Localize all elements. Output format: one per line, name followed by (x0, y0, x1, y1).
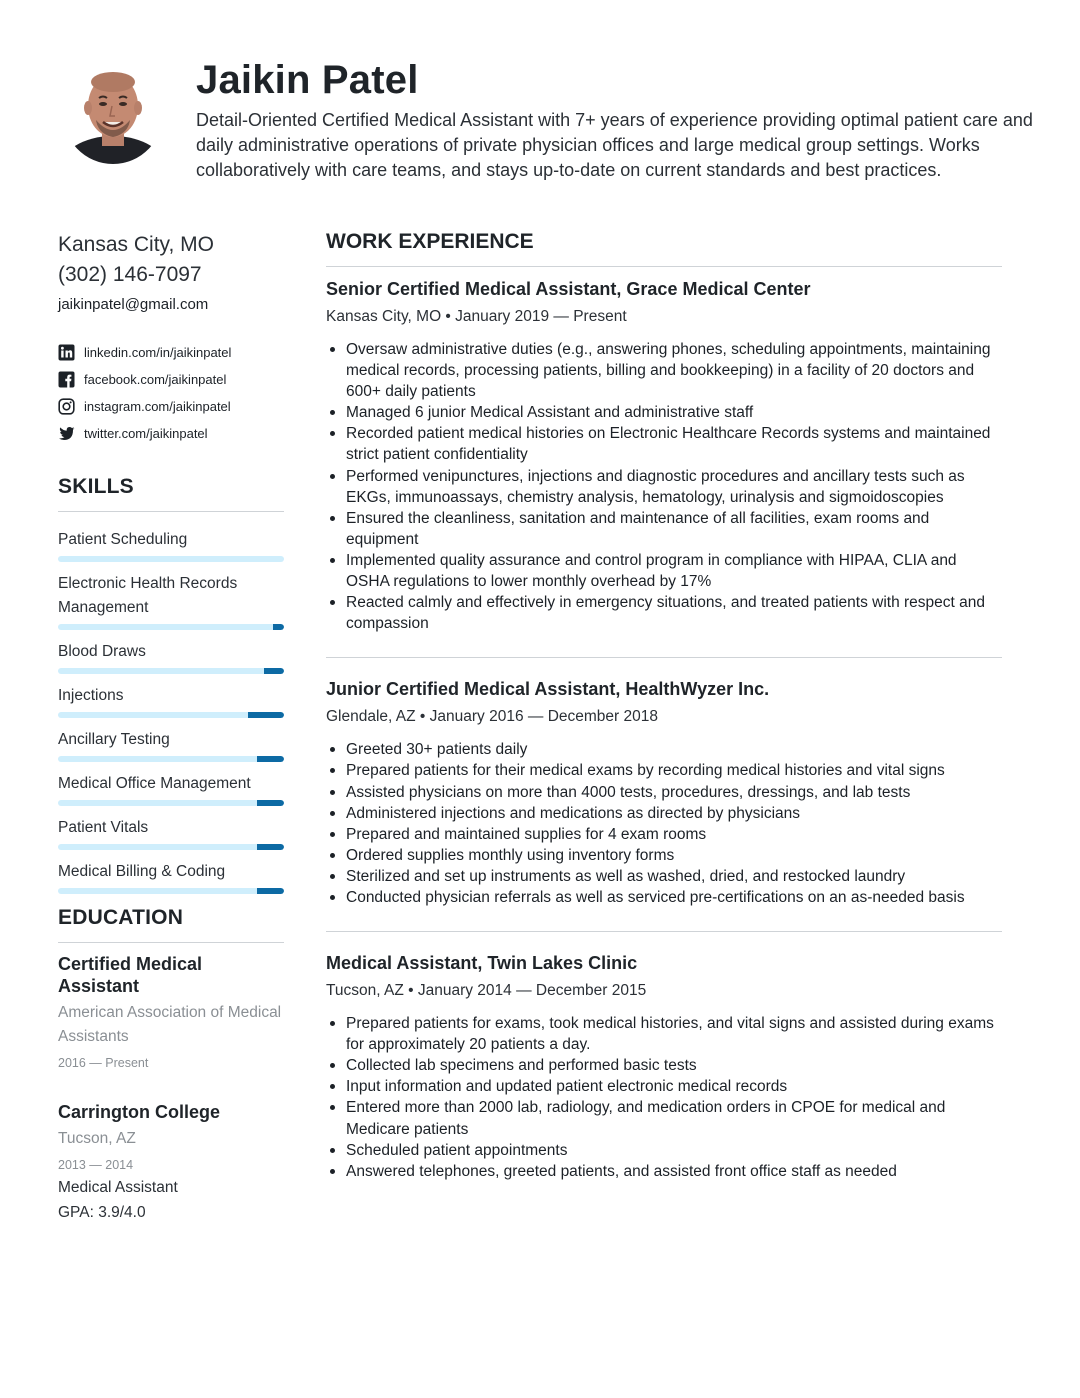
job-bullet: Conducted physician referrals as well as serviced pre-certifications on an as-needed basis (346, 887, 1002, 908)
candidate-name: Jaikin Patel (196, 58, 419, 102)
job-title: Medical Assistant, Twin Lakes Clinic (326, 953, 638, 974)
skill-level-fill (257, 800, 284, 806)
social-link-label: instagram.com/jaikinpatel (84, 399, 231, 414)
skill-name: Blood Draws (58, 643, 146, 660)
divider (326, 931, 1002, 932)
skill-level-bar (58, 668, 284, 674)
job-meta: Kansas City, MO • January 2019 — Present (326, 308, 627, 325)
skill-level-bar (58, 624, 284, 630)
linkedin-icon (58, 344, 75, 361)
social-links (58, 339, 284, 447)
skill-level-bar (58, 888, 284, 894)
contact-city: Kansas City, MO (58, 233, 214, 256)
avatar-photo (62, 58, 164, 164)
job-meta: Glendale, AZ • January 2016 — December 2018 (326, 708, 658, 726)
main-content (326, 228, 1002, 1182)
skill-level-fill (264, 668, 284, 674)
education-dates: 2013 — 2014 (58, 1158, 134, 1172)
skill-item (58, 572, 284, 630)
job-entry (326, 267, 1002, 634)
job-bullets (326, 739, 1002, 908)
contact-email[interactable]: jaikinpatel@gmail.com (58, 296, 209, 313)
skill-item (58, 772, 284, 806)
job-bullet: Greeted 30+ patients daily (346, 739, 1002, 760)
job-bullet: Assisted physicians on more than 4000 tests, procedures, dressings, and lab tests (346, 782, 1002, 803)
skill-level-bar (58, 756, 284, 762)
skill-level-bar (58, 844, 284, 850)
job-bullet: Performed venipunctures, injections and diagnostic procedures and ancillary tests such as EKGs, immunoassays, chemistry analysis, hematology, urinalysis and sigmoidoscopies (346, 466, 1002, 508)
skill-name: Electronic Health Records Management (58, 575, 238, 616)
skill-item (58, 640, 284, 674)
job-bullet: Answered telephones, greeted patients, and assisted front office staff as needed (346, 1161, 1002, 1182)
education-heading: EDUCATION (58, 906, 184, 929)
job-bullet: Collected lab specimens and performed basic tests (346, 1055, 1002, 1076)
job-bullet: Entered more than 2000 lab, radiology, and medication orders in CPOE for medical and Medicare patients (346, 1097, 1002, 1139)
social-link-linkedin[interactable] (58, 339, 284, 366)
education-school: Tucson, AZ (58, 1130, 136, 1147)
job-bullet: Prepared patients for their medical exams by recording medical histories and vital signs (346, 760, 1002, 781)
skill-level-bar (58, 800, 284, 806)
skill-level-bar (58, 712, 284, 718)
job-entry (326, 667, 1002, 908)
job-bullet: Implemented quality assurance and control program in compliance with HIPAA, CLIA and OSHA regulations to lower monthly overhead by 17% (346, 550, 1002, 592)
skill-name: Injections (58, 687, 124, 704)
divider (58, 511, 284, 512)
social-link-instagram[interactable] (58, 393, 284, 420)
profile-summary: Detail-Oriented Certified Medical Assistant with 7+ years of experience providing optimal patient care and daily administrative operations of private physician offices and large medical group settings. Works collaboratively with care teams, and stays up-to-date on current standards and best practices. (196, 110, 1033, 180)
social-link-label: facebook.com/jaikinpatel (84, 372, 227, 387)
skill-name: Patient Scheduling (58, 531, 188, 548)
job-bullets (326, 1013, 1002, 1182)
skill-level-bar (58, 556, 284, 562)
job-bullets (326, 339, 1002, 634)
job-bullet: Sterilized and set up instruments as well as washed, dried, and restocked laundry (346, 866, 1002, 887)
job-bullet: Scheduled patient appointments (346, 1140, 1002, 1161)
facebook-icon (58, 371, 75, 388)
job-entry (326, 941, 1002, 1182)
job-bullet: Recorded patient medical histories on Electronic Healthcare Records systems and maintained strict patient confidentiality (346, 423, 1002, 465)
skill-item (58, 816, 284, 850)
education-entry (58, 953, 284, 1073)
job-bullet: Managed 6 junior Medical Assistant and administrative staff (346, 402, 1002, 423)
job-title: Junior Certified Medical Assistant, HealthWyzer Inc. (326, 679, 770, 700)
work-experience-heading: WORK EXPERIENCE (326, 230, 534, 253)
divider (58, 942, 284, 943)
education-degree: Carrington College (58, 1102, 221, 1122)
skills-list (58, 528, 284, 894)
job-bullet: Ensured the cleanliness, sanitation and maintenance of all facilities, exam rooms and equipment (346, 508, 1002, 550)
job-bullet: Prepared and maintained supplies for 4 exam rooms (346, 824, 1002, 845)
twitter-icon (58, 425, 75, 442)
contact-phone[interactable]: (302) 146-7097 (58, 263, 202, 286)
social-link-twitter[interactable] (58, 420, 284, 447)
skill-name: Patient Vitals (58, 819, 149, 836)
job-meta: Tucson, AZ • January 2014 — December 2015 (326, 982, 647, 1000)
job-bullet: Reacted calmly and effectively in emergency situations, and treated patients with respect and compassion (346, 592, 1002, 634)
skill-name: Medical Office Management (58, 775, 251, 792)
job-bullet: Prepared patients for exams, took medical histories, and vital signs and assisted during exams for approximately 20 patients a day. (346, 1013, 1002, 1055)
skill-level-fill (257, 888, 284, 894)
skill-level-fill (257, 756, 284, 762)
skill-level-fill (257, 844, 284, 850)
education-entry (58, 1101, 284, 1225)
skill-item (58, 528, 284, 562)
job-bullet: Input information and updated patient electronic medical records (346, 1076, 1002, 1097)
education-school: American Association of Medical Assistants (58, 1004, 282, 1045)
skill-item (58, 728, 284, 762)
education-detail: GPA: 3.9/4.0 (58, 1204, 146, 1221)
job-bullet: Administered injections and medications as directed by physicians (346, 803, 1002, 824)
divider (326, 657, 1002, 658)
social-link-facebook[interactable] (58, 366, 284, 393)
education-detail: Medical Assistant (58, 1179, 178, 1196)
skill-level-fill (273, 624, 284, 630)
skill-name: Medical Billing & Coding (58, 863, 226, 880)
social-link-label: linkedin.com/in/jaikinpatel (84, 345, 232, 360)
job-bullet: Oversaw administrative duties (e.g., answering phones, scheduling appointments, maintaining medical records, processing patients, billing and bookkeeping) in a facility of 20 doctors and 600+ daily patients (346, 339, 1002, 402)
skill-name: Ancillary Testing (58, 731, 170, 748)
skills-heading: SKILLS (58, 475, 134, 498)
education-dates: 2016 — Present (58, 1056, 149, 1070)
sidebar (58, 230, 284, 1225)
skill-item (58, 684, 284, 718)
skill-item (58, 860, 284, 894)
person-photo-icon (62, 58, 164, 164)
instagram-icon (58, 398, 75, 415)
education-degree: Certified Medical Assistant (58, 954, 203, 996)
social-link-label: twitter.com/jaikinpatel (84, 426, 208, 441)
job-title: Senior Certified Medical Assistant, Grace Medical Center (326, 279, 811, 299)
skill-level-fill (248, 712, 284, 718)
job-bullet: Ordered supplies monthly using inventory forms (346, 845, 1002, 866)
